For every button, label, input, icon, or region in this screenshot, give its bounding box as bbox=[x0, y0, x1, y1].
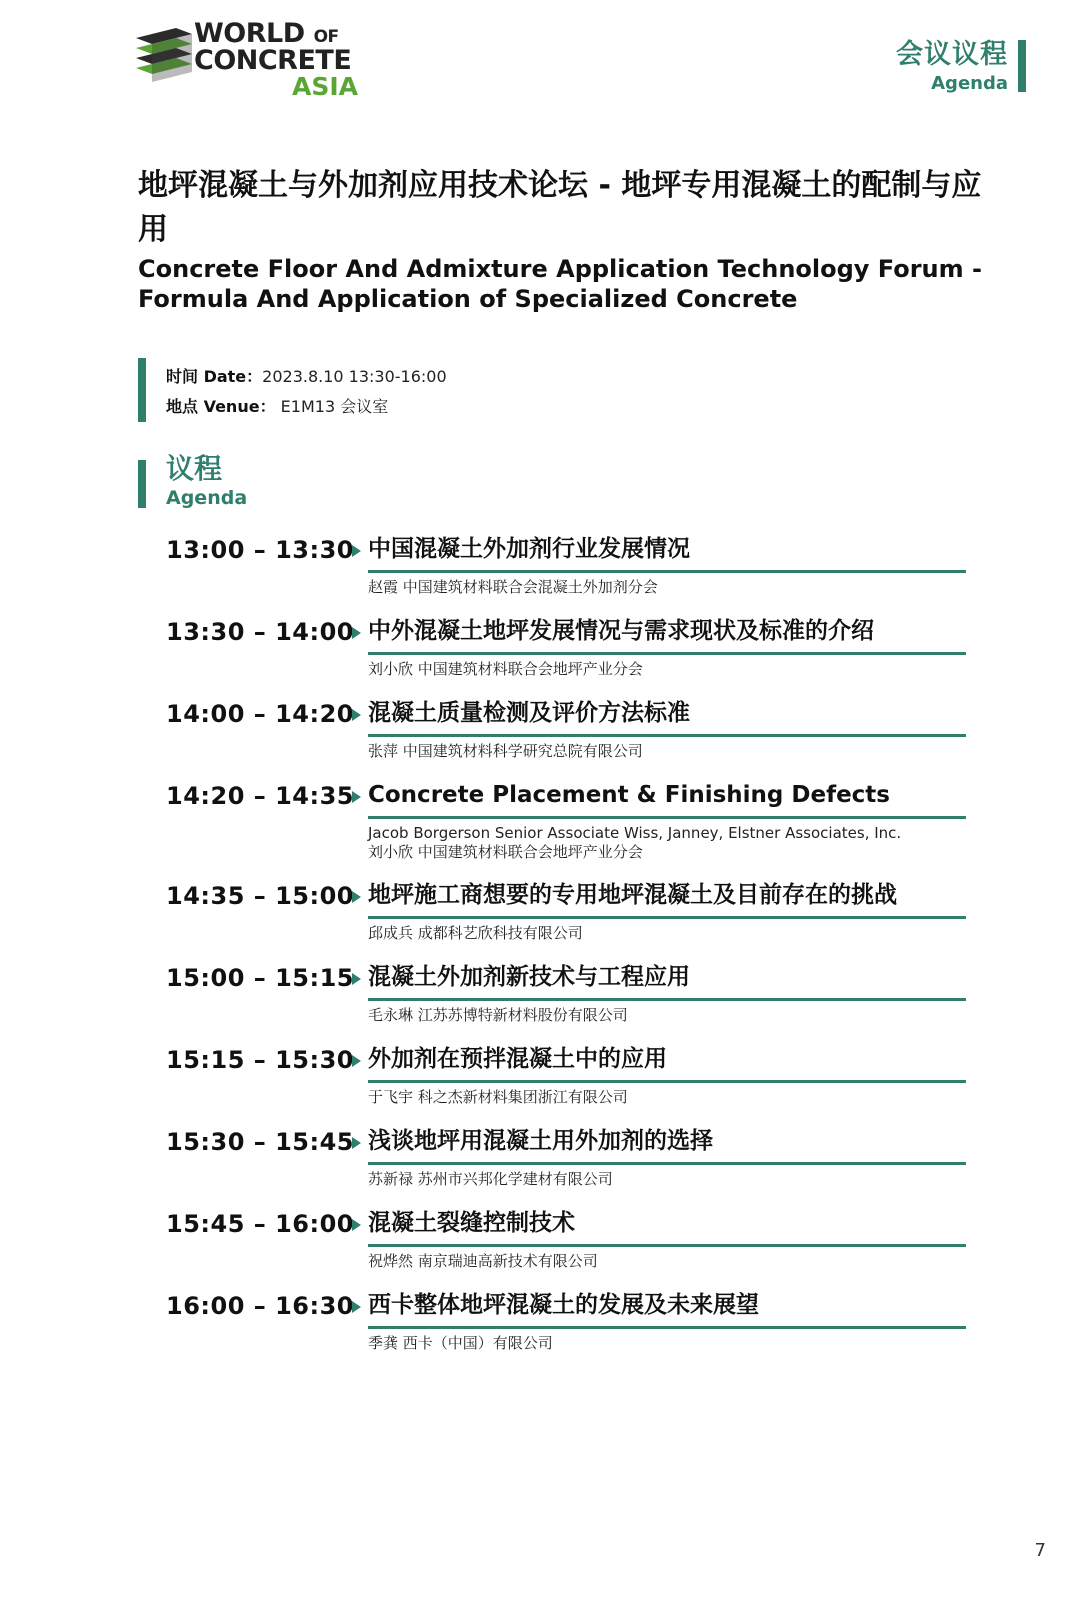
topic-divider bbox=[368, 1162, 966, 1165]
section-title-en: Agenda bbox=[931, 73, 1008, 94]
agenda-item bbox=[166, 1042, 966, 1124]
triangle-bullet-icon bbox=[352, 1301, 361, 1313]
agenda-item bbox=[166, 696, 966, 778]
agenda-speaker bbox=[368, 1006, 966, 1025]
agenda-topic: 外加剂在预拌混凝土中的应用 bbox=[368, 1046, 667, 1072]
agenda-item bbox=[166, 1124, 966, 1206]
agenda-topic: 地坪施工商想要的专用地坪混凝土及目前存在的挑战 bbox=[368, 882, 897, 908]
speaker-line: 刘小欣 中国建筑材料联合会地坪产业分会 bbox=[368, 660, 643, 678]
agenda-time: 15:00 – 15:15 bbox=[166, 964, 354, 992]
triangle-bullet-icon bbox=[352, 891, 361, 903]
speaker-line: 张萍 中国建筑材料科学研究总院有限公司 bbox=[368, 742, 643, 760]
agenda-topic: 混凝土质量检测及评价方法标准 bbox=[368, 700, 690, 726]
date-label: 时间 Date： bbox=[166, 367, 263, 386]
page-number: 7 bbox=[1034, 1540, 1046, 1561]
triangle-bullet-icon bbox=[352, 973, 361, 985]
speaker-line: 苏新禄 苏州市兴邦化学建材有限公司 bbox=[368, 1170, 613, 1188]
agenda-item bbox=[166, 1288, 966, 1370]
agenda-speaker bbox=[368, 742, 966, 761]
agenda-time: 15:30 – 15:45 bbox=[166, 1128, 354, 1156]
agenda-topic: 浅谈地坪用混凝土用外加剂的选择 bbox=[368, 1128, 713, 1154]
agenda-time: 15:15 – 15:30 bbox=[166, 1046, 354, 1074]
topic-divider bbox=[368, 816, 966, 819]
topic-divider bbox=[368, 1244, 966, 1247]
venue-row bbox=[166, 392, 447, 422]
event-info bbox=[166, 362, 447, 422]
agenda-topic: 中国混凝土外加剂行业发展情况 bbox=[368, 536, 690, 562]
topic-divider bbox=[368, 1326, 966, 1329]
concrete-slabs-icon bbox=[136, 24, 192, 82]
forum-title-en: Concrete Floor And Admixture Application Technology Forum - Formula And Application of Specialized Concrete bbox=[138, 255, 982, 313]
logo-text-line1: WORLD OF bbox=[194, 18, 339, 49]
section-accent-bar bbox=[1018, 40, 1026, 92]
topic-divider bbox=[368, 570, 966, 573]
agenda-heading-zh: 议程 bbox=[166, 452, 223, 485]
topic-divider bbox=[368, 1080, 966, 1083]
agenda-time: 14:35 – 15:00 bbox=[166, 882, 354, 910]
agenda-time: 15:45 – 16:00 bbox=[166, 1210, 354, 1238]
agenda-topic: Concrete Placement & Finishing Defects bbox=[368, 782, 890, 808]
agenda-speaker bbox=[368, 1252, 966, 1271]
speaker-line: 赵霞 中国建筑材料联合会混凝土外加剂分会 bbox=[368, 578, 658, 596]
section-title-zh: 会议议程 bbox=[896, 39, 1008, 70]
agenda-time: 16:00 – 16:30 bbox=[166, 1292, 354, 1320]
topic-divider bbox=[368, 652, 966, 655]
topic-divider bbox=[368, 734, 966, 737]
date-value: 2023.8.10 13:30-16:00 bbox=[262, 367, 447, 386]
agenda-speaker bbox=[368, 1170, 966, 1189]
triangle-bullet-icon bbox=[352, 1137, 361, 1149]
agenda-item bbox=[166, 778, 966, 878]
agenda-item bbox=[166, 1206, 966, 1288]
speaker-line: 毛永琳 江苏苏博特新材料股份有限公司 bbox=[368, 1006, 628, 1024]
venue-label: 地点 Venue： bbox=[166, 397, 276, 416]
speaker-line: 邱成兵 成都科艺欣科技有限公司 bbox=[368, 924, 583, 942]
topic-divider bbox=[368, 998, 966, 1001]
venue-value: E1M13 会议室 bbox=[275, 397, 389, 416]
speaker-line: 于飞宇 科之杰新材料集团浙江有限公司 bbox=[368, 1088, 628, 1106]
agenda-speaker bbox=[368, 660, 966, 679]
agenda-time: 13:30 – 14:00 bbox=[166, 618, 354, 646]
speaker-line: 祝烨然 南京瑞迪高新技术有限公司 bbox=[368, 1252, 598, 1270]
agenda-item bbox=[166, 960, 966, 1042]
world-of-concrete-asia-logo bbox=[136, 18, 376, 100]
triangle-bullet-icon bbox=[352, 1055, 361, 1067]
agenda-list bbox=[166, 532, 966, 1370]
agenda-heading-en: Agenda bbox=[166, 487, 248, 509]
agenda-speaker bbox=[368, 924, 966, 943]
agenda-time: 13:00 – 13:30 bbox=[166, 536, 354, 564]
agenda-item bbox=[166, 532, 966, 614]
date-row bbox=[166, 362, 447, 392]
triangle-bullet-icon bbox=[352, 1219, 361, 1231]
agenda-topic: 中外混凝土地坪发展情况与需求现状及标准的介绍 bbox=[368, 618, 874, 644]
triangle-bullet-icon bbox=[352, 791, 361, 803]
logo-text-line3: ASIA bbox=[292, 72, 359, 101]
agenda-speaker bbox=[368, 824, 966, 862]
agenda-topic: 混凝土裂缝控制技术 bbox=[368, 1210, 575, 1236]
agenda-topic: 混凝土外加剂新技术与工程应用 bbox=[368, 964, 690, 990]
agenda-item bbox=[166, 614, 966, 696]
speaker-line: 刘小欣 中国建筑材料联合会地坪产业分会 bbox=[368, 843, 643, 861]
forum-title-zh: 地坪混凝土与外加剂应用技术论坛 - 地坪专用混凝土的配制与应用 bbox=[138, 168, 982, 247]
agenda-item bbox=[166, 878, 966, 960]
agenda-speaker bbox=[368, 1088, 966, 1107]
topic-divider bbox=[368, 916, 966, 919]
speaker-line: 季龚 西卡（中国）有限公司 bbox=[368, 1334, 553, 1352]
agenda-time: 14:00 – 14:20 bbox=[166, 700, 354, 728]
agenda-accent-bar bbox=[138, 460, 146, 508]
agenda-topic: 西卡整体地坪混凝土的发展及未来展望 bbox=[368, 1292, 759, 1318]
agenda-time: 14:20 – 14:35 bbox=[166, 782, 354, 810]
triangle-bullet-icon bbox=[352, 709, 361, 721]
info-accent-bar bbox=[138, 358, 146, 422]
triangle-bullet-icon bbox=[352, 545, 361, 557]
agenda-speaker bbox=[368, 578, 966, 597]
speaker-line: Jacob Borgerson Senior Associate Wiss, Janney, Elstner Associates, Inc. bbox=[368, 824, 902, 842]
logo-text-line2: CONCRETE bbox=[194, 45, 352, 76]
agenda-speaker bbox=[368, 1334, 966, 1353]
triangle-bullet-icon bbox=[352, 627, 361, 639]
section-header bbox=[896, 38, 1008, 96]
